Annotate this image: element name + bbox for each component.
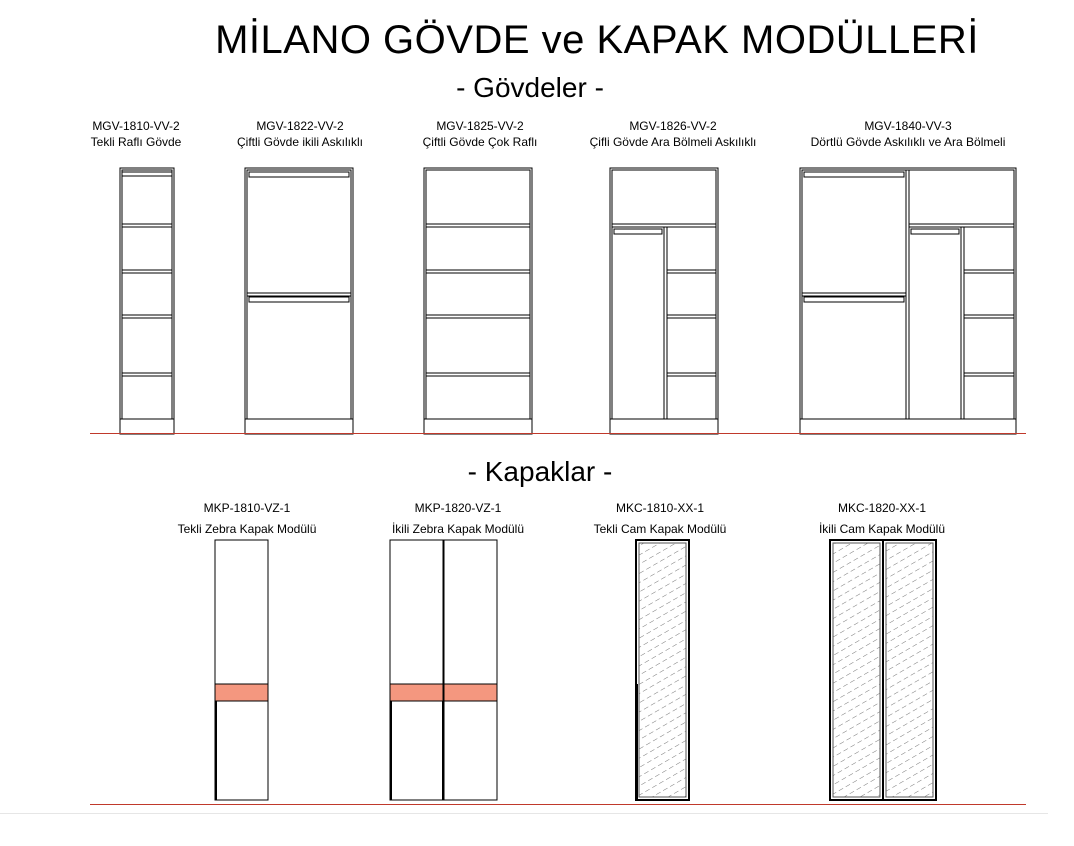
module-code: MKC-1820-XX-1 <box>837 501 927 515</box>
kapak-drawing-1 <box>215 540 268 800</box>
section-title-govdeler: - Gövdeler - <box>456 72 604 103</box>
govde-drawing-4 <box>610 168 718 434</box>
module-name: Dörtlü Gövde Askılıklı ve Ara Bölmeli <box>810 135 1006 149</box>
module-name: Tekli Raflı Gövde <box>90 135 182 149</box>
module-name: İkili Cam Kapak Modülü <box>818 522 946 536</box>
module-code: MGV-1826-VV-2 <box>629 119 717 133</box>
module-name: İkili Zebra Kapak Modülü <box>391 522 525 536</box>
module-code: MKP-1820-VZ-1 <box>414 501 502 515</box>
page-title: MİLANO GÖVDE ve KAPAK MODÜLLERİ <box>215 18 979 62</box>
module-code: MKP-1810-VZ-1 <box>203 501 291 515</box>
module-name: Çiftli Gövde ikili Askılıklı <box>236 135 364 149</box>
govde-drawing-2 <box>245 168 353 434</box>
module-code: MGV-1822-VV-2 <box>256 119 344 133</box>
section-title-kapaklar: - Kapaklar - <box>467 456 613 487</box>
kapak-drawing-2 <box>390 540 497 800</box>
module-code: MGV-1810-VV-2 <box>92 119 180 133</box>
module-code: MKC-1810-XX-1 <box>615 501 705 515</box>
module-name: Tekli Cam Kapak Modülü <box>593 522 727 536</box>
module-name: Çifli Gövde Ara Bölmeli Askılıklı <box>589 135 757 149</box>
kapak-drawing-4 <box>830 540 936 800</box>
module-name: Tekli Zebra Kapak Modülü <box>177 522 317 536</box>
module-name: Çiftli Gövde Çok Raflı <box>422 135 538 149</box>
module-code: MGV-1825-VV-2 <box>436 119 524 133</box>
baseline-govde <box>90 433 1026 434</box>
kapak-drawing-3 <box>636 540 689 800</box>
govde-drawing-3 <box>424 168 532 434</box>
module-code: MGV-1840-VV-3 <box>864 119 952 133</box>
baseline-kapak <box>90 804 1026 805</box>
govde-drawing-5 <box>800 168 1016 434</box>
page-divider <box>0 813 1048 814</box>
govde-drawing-1 <box>120 168 174 434</box>
